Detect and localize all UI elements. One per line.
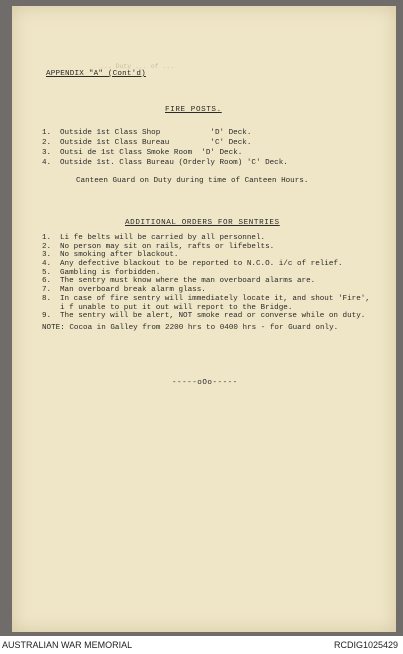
archive-footer xyxy=(0,636,403,654)
list-item: 1. Li fe belts will be carried by all personnel. xyxy=(42,234,266,242)
list-item: 6. The sentry must know where the man overboard alarms are. xyxy=(42,277,316,286)
list-item: 3. No smoking after blackout. xyxy=(42,251,179,260)
canteen-guard-note: Canteen Guard on Duty during time of Canteen Hours. xyxy=(76,177,309,185)
list-item: 7. Man overboard break alarm glass. xyxy=(42,286,206,295)
faint-bleedthrough-text: ... Duty ... of ... xyxy=(100,63,175,70)
list-item: 8. In case of fire sentry will immediately locate it, and shout 'Fire', xyxy=(42,294,370,303)
list-item-continuation: i f unable to put it out will report to the Bridge. xyxy=(60,303,293,312)
additional-orders-list xyxy=(42,234,370,321)
appendix-heading: APPENDIX "A" (Cont'd) xyxy=(46,70,146,78)
list-item: 4. Any defective blackout to be reported to N.C.O. i/c of relief. xyxy=(42,260,343,269)
end-mark: -----oOo----- xyxy=(172,379,238,387)
list-item: 9. The sentry will be alert, NOT smoke read or converse while on duty. xyxy=(42,312,366,321)
list-item: 1. Outside 1st Class Shop 'D' Deck. xyxy=(42,129,252,137)
list-item: 4. Outside 1st. Class Bureau (Orderly Room) 'C' Deck. xyxy=(42,159,288,167)
fire-posts-list xyxy=(42,129,288,169)
additional-orders-title: ADDITIONAL ORDERS FOR SENTRIES xyxy=(125,219,280,227)
list-item: 3. Outsi de 1st Class Smoke Room 'D' Deck. xyxy=(42,149,243,157)
cocoa-note: NOTE: Cocoa in Galley from 2200 hrs to 0400 hrs - for Guard only. xyxy=(42,324,339,332)
document-page xyxy=(12,6,396,632)
list-item: 2. Outside 1st Class Bureau 'C' Deck. xyxy=(42,139,252,147)
fire-posts-title: FIRE POSTS. xyxy=(165,106,222,114)
list-item: 2. No person may sit on rails, rafts or lifebelts. xyxy=(42,242,275,251)
typed-document xyxy=(12,6,396,632)
footer-record-id: RCDIG1025429 xyxy=(333,640,398,650)
footer-institution: AUSTRALIAN WAR MEMORIAL xyxy=(2,640,133,650)
list-item: 5. Gambling is forbidden. xyxy=(42,268,161,277)
